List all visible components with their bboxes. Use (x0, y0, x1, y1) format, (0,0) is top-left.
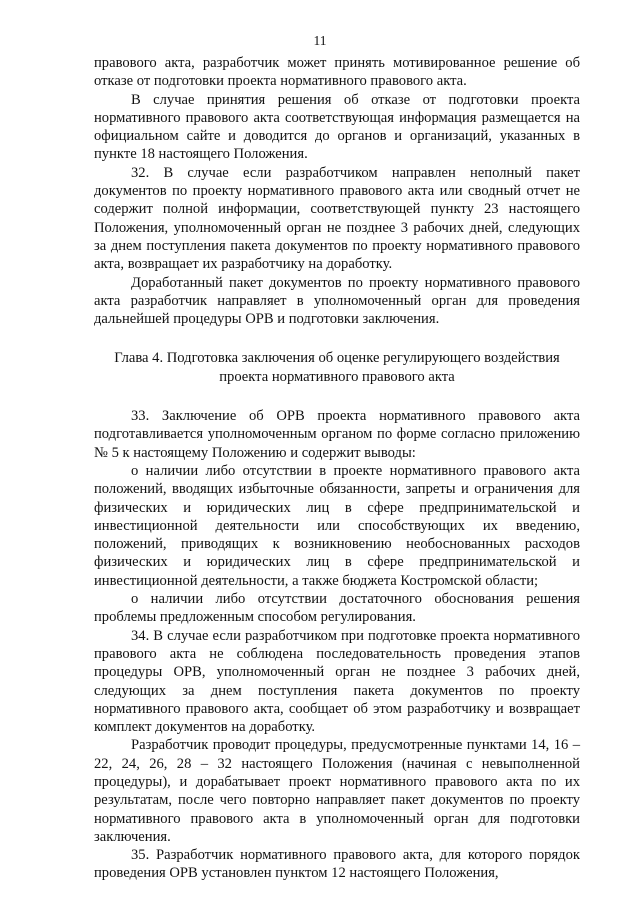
page-number: 11 (313, 33, 327, 48)
paragraph: о наличии либо отсутствии в проекте нормативного правового акта положений, вводящих избыточные обязанности, запреты и ограничения для физических и юридических лиц в сфере предпринимательской и инвестиционной деятельности или способствующих их введению, положений, приводящих к возникновению необоснованных расходов физических и юридических лиц в сфере предпринимательской и инвестиционной деятельности, а также бюджета Костромской области; (94, 462, 580, 589)
paragraph: Разработчик проводит процедуры, предусмотренные пунктами 14, 16 – 22, 24, 26, 28 – 32 настоящего Положения (начиная с невыполненной процедуры), и дорабатывает проект нормативного правового акта по их результатам, после чего повторно направляет пакет документов по проекту нормативного правового акта в уполномоченный орган для подготовки заключения. (94, 737, 580, 845)
paragraph: о наличии либо отсутствии достаточного обоснования решения проблемы предложенным способом регулирования. (94, 591, 580, 626)
paragraph: 35. Разработчик нормативного правового акта, для которого порядок проведения ОРВ установлен пунктом 12 настоящего Положения, (94, 847, 580, 882)
chapter-heading: Глава 4. Подготовка заключения об оценке регулирующего воздействия проекта нормативного правового акта (114, 350, 560, 385)
document-body (94, 54, 580, 883)
paragraph: В случае принятия решения об отказе от подготовки проекта нормативного правового акта соответствующая информация размещается на официальном сайте и доводится до органов и организаций, указанных в пункте 18 настоящего Положения. (94, 91, 580, 163)
paragraph: 34. В случае если разработчиком при подготовке проекта нормативного правового акта не соблюдена последовательность проведения этапов процедуры ОРВ, уполномоченный орган не позднее 3 рабочих дней, следующих за днем поступления пакета документов по проекту нормативного правового акта, сообщает об этом разработчику и возвращает комплект документов на доработку. (94, 627, 580, 736)
paragraph: 32. В случае если разработчиком направлен неполный пакет документов по проекту нормативного правового акта или сводный отчет не содержит полной информации, соответствующей пункту 23 настоящего Положения, уполномоченный орган не позднее 3 рабочих дней, следующих за днем поступления пакета документов по проекту нормативного правового акта, возвращает их разработчику на доработку. (94, 164, 580, 273)
paragraph: Доработанный пакет документов по проекту нормативного правового акта разработчик направляет в уполномоченный орган для проведения дальнейшей процедуры ОРВ и подготовки заключения. (94, 274, 580, 328)
paragraph: 33. Заключение об ОРВ проекта нормативного правового акта подготавливается уполномоченным органом по форме согласно приложению № 5 к настоящему Положению и содержит выводы: (94, 408, 580, 461)
paragraph: правового акта, разработчик может принять мотивированное решение об отказе от подготовки проекта нормативного правового акта. (94, 55, 580, 90)
